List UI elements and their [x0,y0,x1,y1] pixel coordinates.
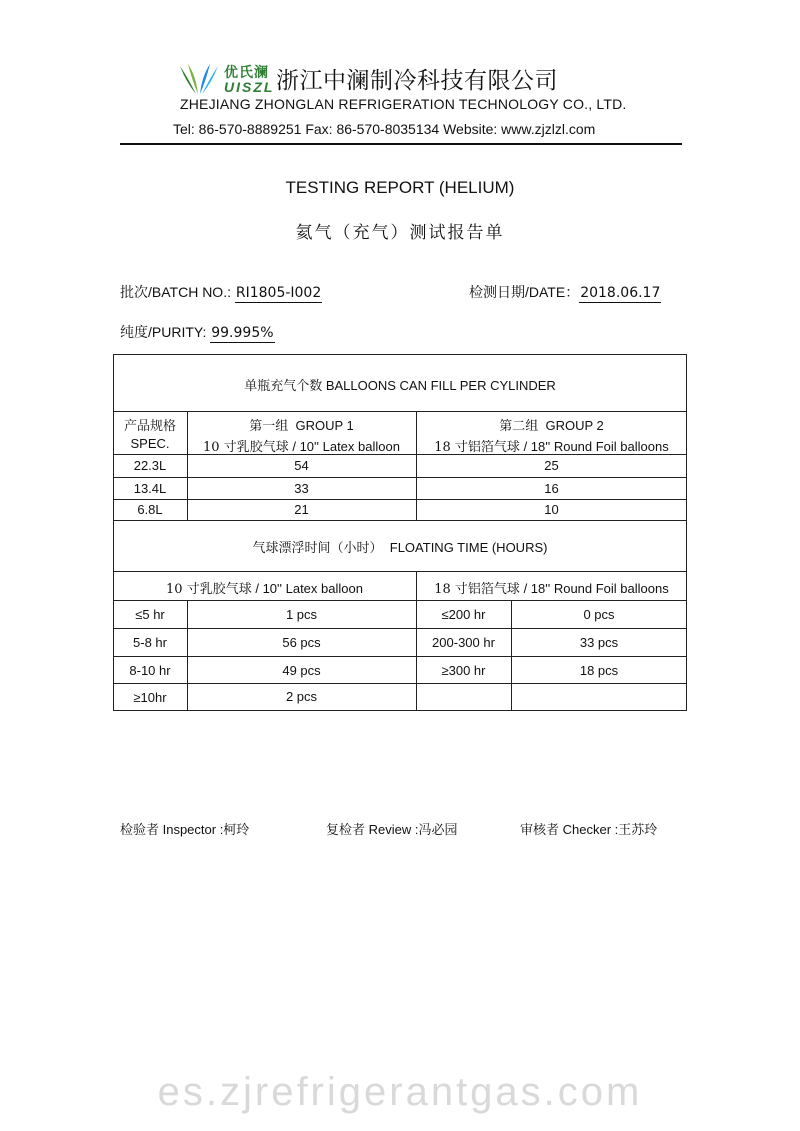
group1-sub-en: / 10'' Latex balloon [292,439,400,454]
fill-row-group1: 33 [294,481,309,496]
report-title-en: TESTING REPORT (HELIUM) [285,178,515,197]
group2-sub-cn: 18 寸铝箔气球 [434,440,520,455]
date-label: 检测日期/DATE： [469,284,580,300]
header-divider [120,143,682,145]
fill-row-group2: 16 [544,481,559,496]
latex-count: 49 pcs [282,663,321,678]
purity-value: 99.995% [211,325,274,341]
batch-label: 批次/BATCH NO.: [120,284,235,300]
group2-sub-en: / 18'' Round Foil balloons [523,439,669,454]
fill-row-spec: 22.3L [133,458,167,473]
review-signature: 复检者 Review :冯必园 [326,822,458,837]
company-name-cn: 浙江中澜制冷科技有限公司 [276,68,558,94]
fill-row-spec: 6.8L [137,502,163,517]
foil-count: 18 pcs [579,663,619,678]
float-title-cn: 气球漂浮时间（小时） [252,541,383,556]
fill-title-en: BALLOONS CAN FILL PER CYLINDER [325,378,556,393]
group1-cn: 第一组 [249,419,289,434]
company-name-en: ZHEJIANG ZHONGLAN REFRIGERATION TECHNOLOGY CO., LTD. [180,96,627,112]
contact-info: Tel: 86-570-8889251 Fax: 86-570-8035134 Website: www.zjzlzl.com [173,121,596,137]
latex-count: 1 pcs [285,607,318,622]
float-section-title [113,537,687,556]
foil-column-header [416,578,687,597]
report-title-cn: 氦气（充气）测试报告单 [295,223,505,243]
fill-row-group2: 10 [544,502,559,517]
table-grid-lines [113,354,687,711]
foil-head-en: / 18'' Round Foil balloons [523,581,669,596]
spec-header-en: SPEC. [130,436,170,451]
spec-header-cn: 产品规格 [123,419,176,434]
fill-title-cn: 单瓶充气个数 [244,379,323,394]
foil-time-range: 200-300 hr [432,635,495,650]
watermark-text: es.zjrefrigerantgas.com [157,1070,643,1114]
foil-count: 0 pcs [583,607,615,622]
date-value: 2018.06.17 [580,285,661,301]
float-title-en: FLOATING TIME (HOURS) [389,540,548,555]
latex-time-range: 5-8 hr [133,635,167,650]
inspector-signature: 检验者 Inspector :柯玲 [120,822,250,837]
foil-count: 33 pcs [579,635,619,650]
latex-time-range: ≤5 hr [135,607,165,622]
group2-cn: 第二组 [499,419,539,434]
group1-subheader [187,436,416,455]
latex-time-range: 8-10 hr [129,663,171,678]
checker-signature: 审核者 Checker :王苏玲 [520,822,658,837]
batch-field [120,282,322,302]
latex-count: 56 pcs [282,635,321,650]
fill-row-group1: 21 [294,502,309,517]
foil-time-range: ≤200 hr [441,607,486,622]
latex-time-range: ≥10hr [133,690,167,705]
purity-label: 纯度/PURITY: [120,324,211,340]
logo-brand-en: UISZL [224,79,275,95]
latex-head-cn: 10 寸乳胶气球 [166,582,252,597]
logo-brand-cn: 优氏澜 [224,64,269,80]
group1-header [187,415,416,434]
foil-head-cn: 18 寸铝箔气球 [434,582,520,597]
fill-row-group1: 54 [294,458,309,473]
foil-time-range: ≥300 hr [441,663,486,678]
company-logo-icon [176,60,222,100]
group1-sub-cn: 10 寸乳胶气球 [203,440,289,455]
fill-row-group2: 25 [544,458,559,473]
group2-en: GROUP 2 [545,418,604,433]
latex-head-en: / 10'' Latex balloon [255,581,363,596]
latex-column-header [113,578,416,597]
group2-header [416,415,687,434]
report-table [113,354,687,711]
date-field [469,282,661,302]
latex-count: 2 pcs [285,689,318,704]
group2-subheader [416,436,687,455]
group1-en: GROUP 1 [295,418,354,433]
fill-row-spec: 13.4L [133,481,167,496]
fill-section-title [113,375,687,394]
purity-field [120,322,275,342]
batch-value: RI1805-I002 [235,285,322,301]
